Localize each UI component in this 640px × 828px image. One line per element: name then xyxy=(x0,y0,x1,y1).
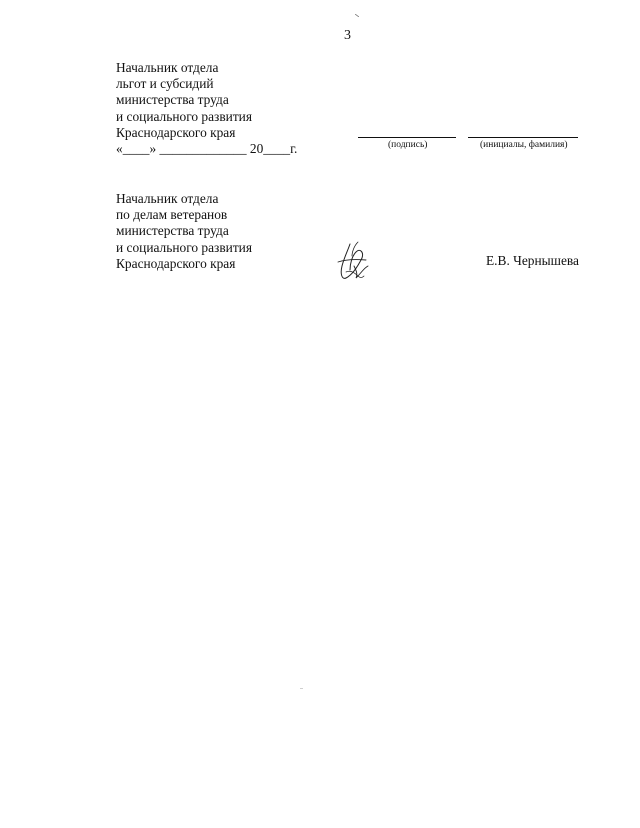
approval-position-line: Начальник отдела xyxy=(116,60,219,75)
signer-position-line: Начальник отдела xyxy=(116,191,219,206)
signer-position-line: и социального развития xyxy=(116,239,252,255)
approval-position-line: Краснодарского края xyxy=(116,124,236,140)
initials-caption: (инициалы, фамилия) xyxy=(480,140,568,150)
signer-position-line: министерства труда xyxy=(116,223,229,239)
approval-block xyxy=(116,60,297,157)
signature-blank-line xyxy=(358,137,456,138)
approval-position-line: министерства труда xyxy=(116,92,229,108)
handwritten-signature xyxy=(328,236,376,284)
initials-blank-line xyxy=(468,137,578,138)
signer-position-line: Краснодарского края xyxy=(116,255,236,271)
page-number: 3 xyxy=(344,28,351,43)
scan-mark-icon xyxy=(355,14,359,17)
signature-caption: (подпись) xyxy=(388,140,428,150)
approval-position-line: льгот и субсидий xyxy=(116,76,214,92)
signer-position-line: по делам ветеранов xyxy=(116,207,228,223)
scan-speck xyxy=(300,688,303,689)
approval-position-line: и социального развития xyxy=(116,108,252,124)
approval-date-line: «____» _____________ 20____г. xyxy=(116,141,298,157)
signer-name: Е.В. Чернышева xyxy=(486,253,580,268)
signer-block xyxy=(116,191,252,272)
